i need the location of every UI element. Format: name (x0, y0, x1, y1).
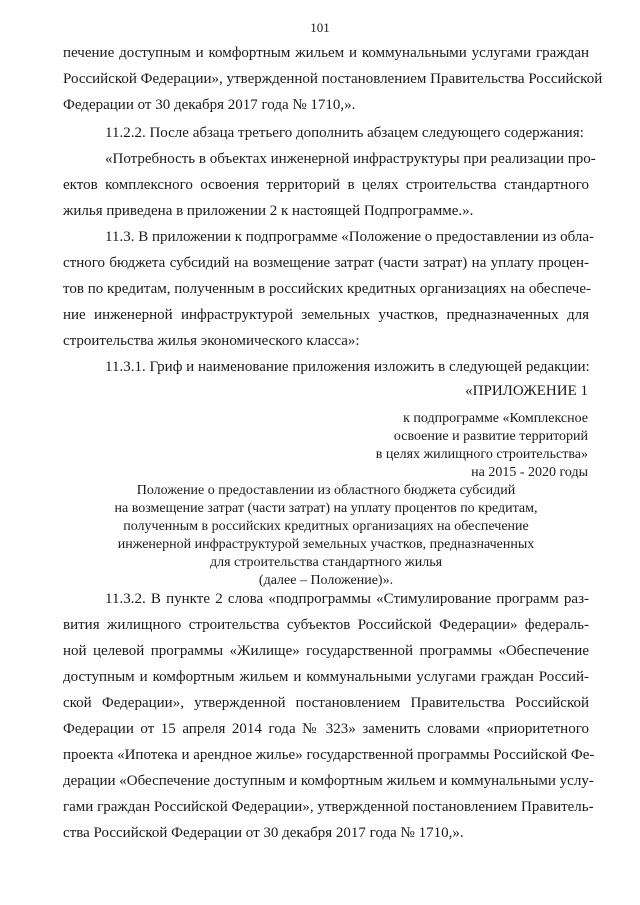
text-line: дерации «Обеспечение доступным и комфортным жильем и коммунальными услу- (63, 773, 594, 789)
text-line: тов по кредитам, полученным в российских кредитных организациях на обеспече- (63, 281, 591, 297)
annex-line: в целях жилищного строительства» (375, 447, 588, 462)
text-line: ектов комплексного освоения территорий в целях строительства стандартного (63, 177, 589, 193)
paragraph-11-3 (63, 224, 595, 354)
annex-caption (330, 410, 588, 482)
text-line: печение доступным и комфортным жильем и коммунальными услугами граждан (63, 45, 589, 61)
annex-title: «ПРИЛОЖЕНИЕ 1 (465, 383, 588, 399)
annex-line: к подпрограмме «Комплексное (403, 411, 588, 426)
text-line: 11.3.2. В пункте 2 слова «подпрограммы «Стимулирование программ раз- (105, 591, 589, 607)
heading-line: на возмещение затрат (части затрат) на уплату процентов по кредитам, (114, 501, 538, 516)
text-line: стного бюджета субсидий на возмещение затрат (части затрат) на уплату процен- (63, 255, 589, 271)
text-line: 11.3. В приложении к подпрограмме «Положение о предоставлении из обла- (105, 229, 595, 245)
text-line: вития жилищного строительства субъектов Российской Федерации» федераль- (63, 617, 589, 633)
text-line: жилья приведена в приложении 2 к настоящей Подпрограмме.». (63, 203, 474, 219)
annex-line: на 2015 - 2020 годы (471, 465, 588, 480)
text-line: Федерации от 15 апреля 2014 года № 323» заменить словами «приоритетного (63, 721, 589, 737)
heading-line: инженерной инфраструктурой земельных участков, предназначенных (117, 537, 535, 552)
text-line: доступным и комфортным жильем и коммунальными услугами граждан Россий- (63, 669, 589, 685)
heading-line: Положение о предоставлении из областного бюджета субсидий (136, 483, 516, 498)
text-line: ской Федерации», утвержденной постановлением Правительства Российской (63, 695, 589, 711)
text-line: 11.3.1. Гриф и наименование приложения изложить в следующей редакции: (105, 359, 590, 375)
text-line: ние инженерной инфраструктурой земельных участков, предназначенных для (63, 307, 589, 323)
paragraph-continuation (63, 40, 603, 118)
annex-line: освоение и развитие территорий (393, 429, 588, 444)
paragraph-11-3-2 (63, 586, 595, 846)
text-line: Российской Федерации», утвержденной постановлением Правительства Российской (63, 71, 603, 87)
paragraph-11-2-2 (63, 120, 589, 146)
page-number: 101 (310, 20, 330, 35)
text-line: 11.2.2. После абзаца третьего дополнить абзацем следующего содержания: (105, 125, 584, 141)
text-line: ной целевой программы «Жилище» государственной программы «Обеспечение (63, 643, 589, 659)
text-line: ства Российской Федерации от 30 декабря 2017 года № 1710,». (63, 825, 464, 841)
text-line: гами граждан Российской Федерации», утвержденной постановлением Правитель- (63, 799, 594, 815)
annex-heading (63, 482, 589, 590)
text-line: Федерации от 30 декабря 2017 года № 1710,». (63, 97, 356, 113)
heading-line: для строительства стандартного жилья (209, 555, 443, 570)
text-line: строительства жилья экономического класса»: (63, 333, 360, 349)
text-line: проекта «Ипотека и арендное жилье» государственной программы Российской Фе- (63, 747, 595, 763)
heading-line: полученным в российских кредитных организациях на обеспечение (123, 519, 529, 534)
heading-line: (далее – Положение)». (258, 573, 394, 588)
paragraph-quote (63, 146, 596, 224)
text-line: «Потребность в объектах инженерной инфраструктуры при реализации про- (105, 151, 596, 167)
paragraph-11-3-1 (63, 354, 589, 380)
